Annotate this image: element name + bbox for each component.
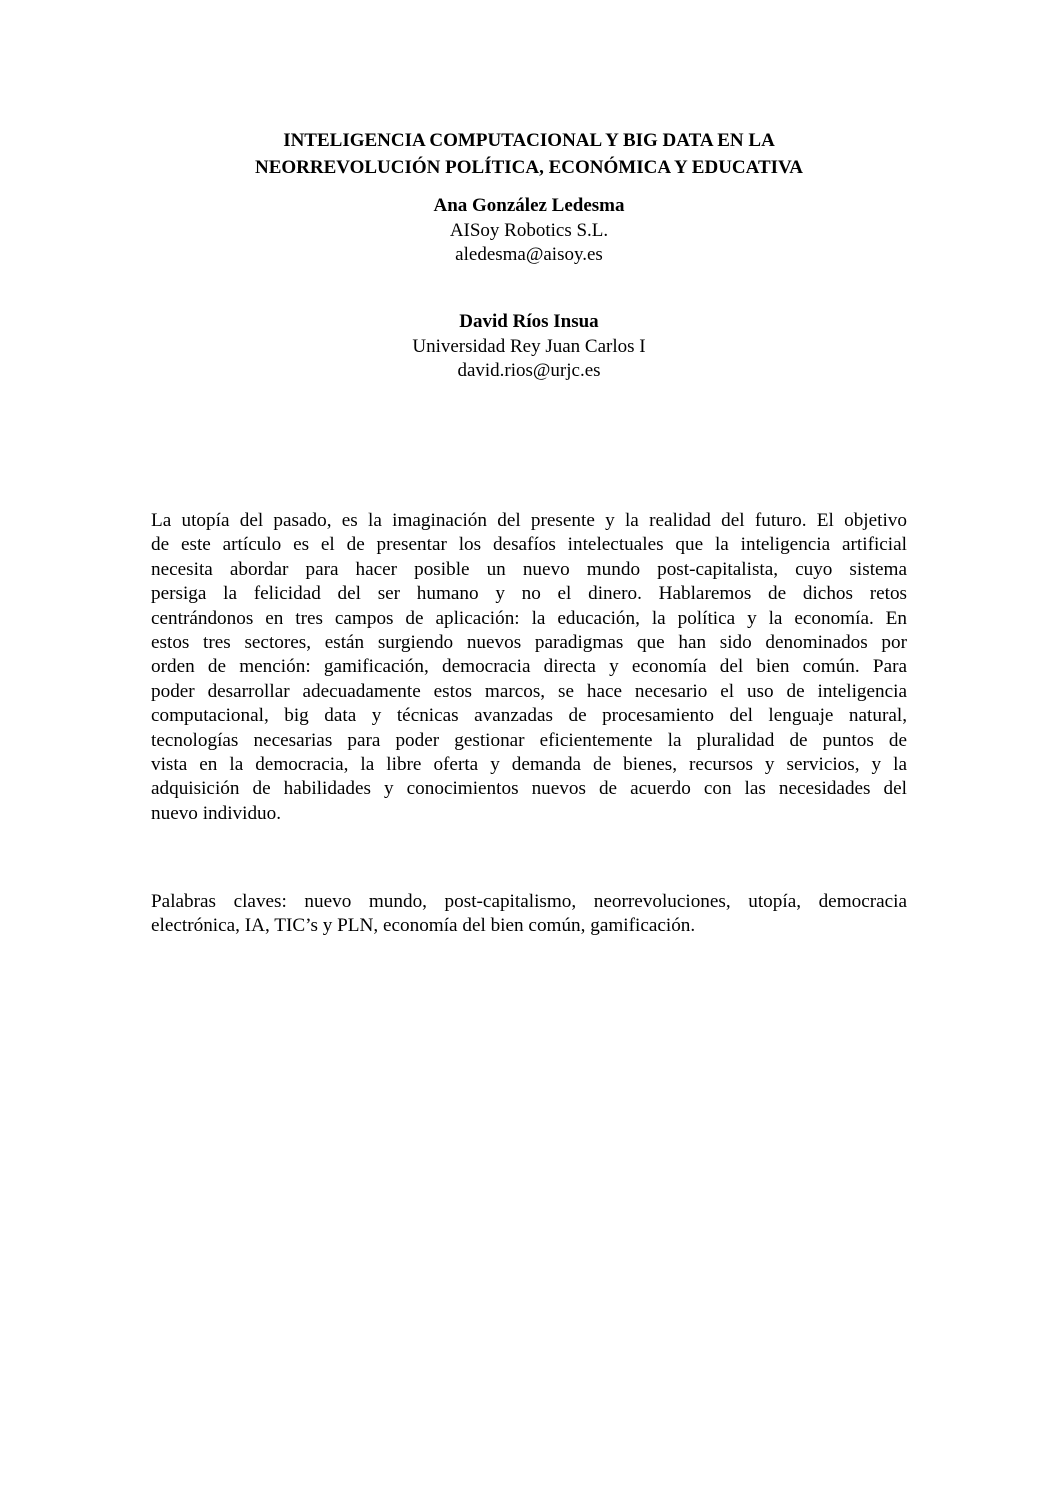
abstract-line: La utopía del pasado, es la imaginación del presente y la realidad del futuro. El objetivo [151, 510, 907, 531]
author-email: david.rios@urjc.es [457, 360, 601, 381]
keywords [151, 890, 907, 939]
abstract-line: necesita abordar para hacer posible un nuevo mundo post-capitalista, cuyo sistema [151, 558, 907, 580]
keywords-line: Palabras claves: nuevo mundo, post-capitalismo, neorrevoluciones, utopía, democracia [151, 891, 907, 912]
title-line: INTELIGENCIA COMPUTACIONAL Y BIG DATA EN LA [283, 130, 775, 151]
abstract-line: adquisición de habilidades y conocimientos nuevos de acuerdo con las necesidades del [151, 778, 907, 800]
abstract-line: computacional, big data y técnicas avanzadas de procesamiento del lenguaje natural, [151, 705, 907, 727]
abstract [151, 509, 907, 826]
author-affiliation: AISoy Robotics S.L. [449, 219, 609, 241]
abstract-line: de este artículo es el de presentar los desafíos intelectuales que la inteligencia artificial [151, 534, 907, 556]
abstract-line: nuevo individuo. [151, 802, 282, 824]
author-name: Ana González Ledesma [433, 195, 625, 216]
abstract-line: vista en la democracia, la libre oferta y demanda de bienes, recursos y servicios, y la [151, 754, 907, 776]
author-block [0, 194, 1058, 268]
author-block [0, 310, 1058, 384]
title-line: NEORREVOLUCIÓN POLÍTICA, ECONÓMICA Y EDUCATIVA [254, 157, 804, 178]
abstract-line: estos tres sectores, están surgiendo nuevos paradigmas que han sido denominados por [151, 632, 907, 654]
abstract-line: persiga la felicidad del ser humano y no el dinero. Hablaremos de dichos retos [151, 583, 907, 605]
paper-title [0, 127, 1058, 181]
author-affiliation: Universidad Rey Juan Carlos I [412, 335, 646, 357]
abstract-line: tecnologías necesarias para poder gestionar eficientemente la pluralidad de puntos de [151, 729, 907, 751]
abstract-line: centrándonos en tres campos de aplicación: la educación, la política y la economía. En [151, 607, 907, 629]
author-email: aledesma@aisoy.es [455, 244, 603, 265]
author-name: David Ríos Insua [459, 311, 599, 332]
abstract-line: poder desarrollar adecuadamente estos marcos, se hace necesario el uso de inteligencia [151, 680, 907, 702]
abstract-line: orden de mención: gamificación, democracia directa y economía del bien común. Para [151, 656, 907, 678]
keywords-line: electrónica, IA, TIC’s y PLN, economía del bien común, gamificación. [151, 915, 696, 937]
